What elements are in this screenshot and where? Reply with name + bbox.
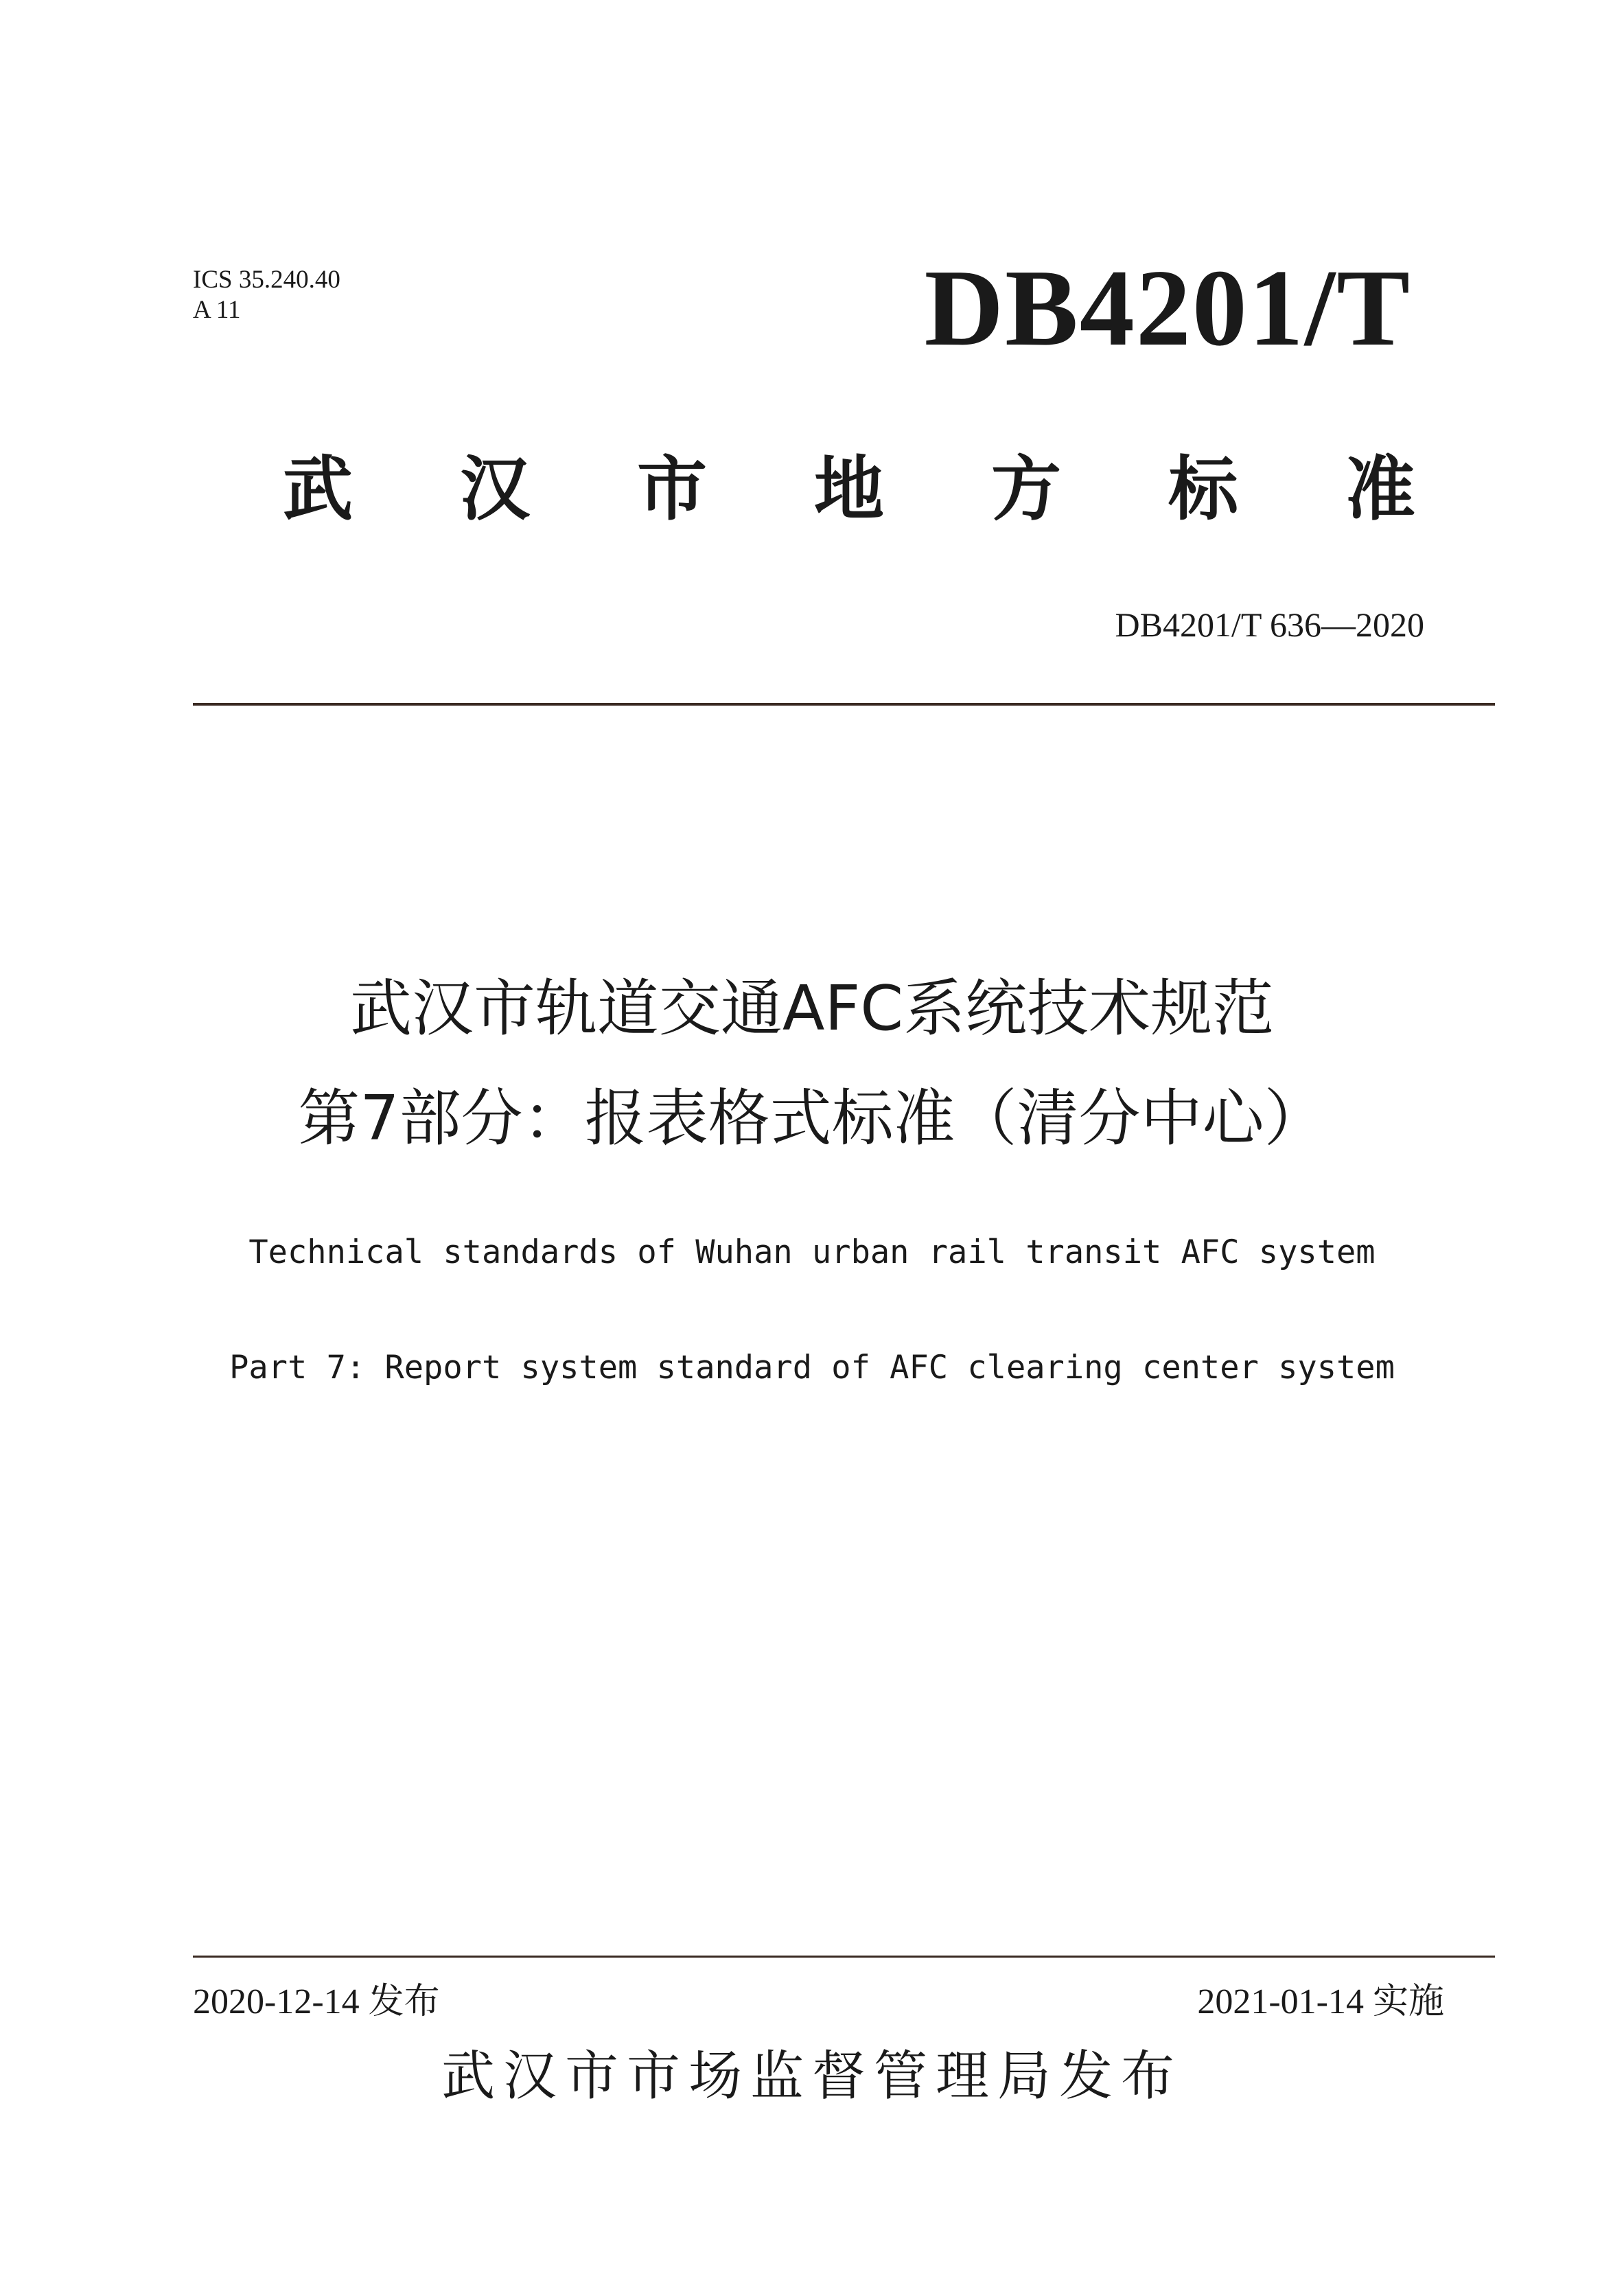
title-english-line-1: Technical standards of Wuhan urban rail transit AFC system — [248, 1233, 1376, 1271]
ccs-code: A 11 — [193, 296, 241, 324]
classification-codes — [193, 265, 340, 325]
title-chinese-line-1: 武汉市轨道交通AFC系统技术规范 — [349, 973, 1275, 1045]
title-english-line-2: Part 7: Report system standard of AFC clearing center system — [229, 1349, 1395, 1387]
category-char: 武 — [283, 449, 353, 531]
ics-code: ICS 35.240.40 — [193, 266, 340, 294]
category-char: 标 — [1168, 449, 1238, 531]
standard-category-title — [283, 439, 1415, 529]
bottom-divider — [193, 1956, 1495, 1958]
title-chinese-line-2: 第7部分：报表格式标准（清分中心） — [298, 1082, 1326, 1155]
category-char: 汉 — [460, 449, 530, 531]
category-char: 准 — [1345, 449, 1415, 531]
category-char: 方 — [991, 449, 1061, 531]
issue-date: 2020-12-14 发布 — [193, 1982, 440, 2021]
category-char: 地 — [814, 449, 884, 531]
category-char: 市 — [637, 449, 707, 531]
top-divider — [193, 703, 1495, 706]
standard-number: DB4201/T 636—2020 — [1115, 605, 1424, 644]
implementation-date: 2021-01-14 实施 — [1197, 1982, 1444, 2021]
issuing-authority: 武汉市市场监督管理局发布 — [441, 2045, 1183, 2107]
standard-code-logo: DB4201/T — [924, 246, 1411, 369]
